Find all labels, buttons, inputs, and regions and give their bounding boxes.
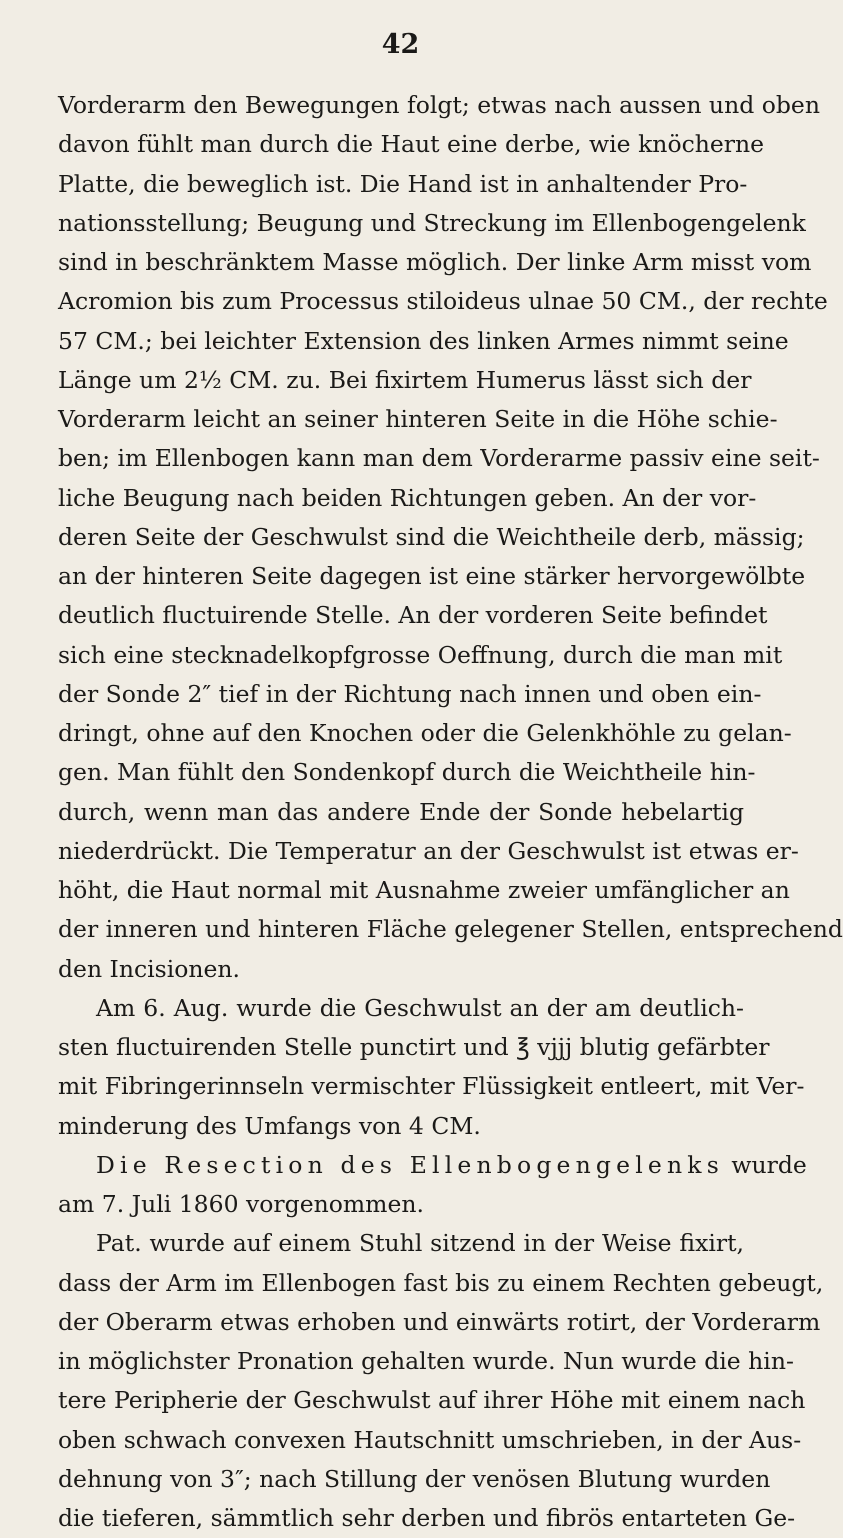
- heading-continuation: wurde: [731, 1150, 807, 1179]
- text-line: davon fühlt man durch die Haut eine derbe, wie knöcherne: [58, 130, 765, 159]
- text-line: Länge um 2½ CM. zu. Bei fixirtem Humerus lässt sich der: [58, 365, 752, 394]
- text-line-heading: [58, 1146, 807, 1185]
- text-line: Pat. wurde auf einem Stuhl sitzend in der Weise fixirt,: [96, 1229, 744, 1258]
- text-line: Platte, die beweglich ist. Die Hand ist in anhaltender Pro-: [58, 169, 748, 198]
- text-line: ben; im Ellenbogen kann man dem Vorderarme passiv eine seit-: [58, 444, 820, 473]
- body-text: [58, 86, 843, 1538]
- text-line: der Sonde 2″ tief in der Richtung nach innen und oben ein-: [58, 679, 762, 708]
- text-line: dass der Arm im Ellenbogen fast bis zu einem Rechten gebeugt,: [58, 1268, 824, 1297]
- text-line: Vorderarm den Bewegungen folgt; etwas nach aussen und oben: [58, 91, 820, 119]
- text-line: sich eine stecknadelkopfgrosse Oeffnung, durch die man mit: [58, 640, 783, 669]
- text-line: den Incisionen.: [58, 954, 241, 983]
- text-line: deren Seite der Geschwulst sind die Weichtheile derb, mässig;: [58, 522, 805, 551]
- text-line: sten fluctuirenden Stelle punctirt und ℥ vjjj blutig gefärbter: [58, 1033, 770, 1061]
- text-line: deutlich fluctuirende Stelle. An der vorderen Seite befindet: [58, 601, 768, 630]
- text-line: die tieferen, sämmtlich sehr derben und fibrös entarteten Ge-: [58, 1504, 796, 1532]
- text-line: Am 6. Aug. wurde die Geschwulst an der am deutlich-: [96, 993, 744, 1022]
- text-line: dehnung von 3″; nach Stillung der venösen Blutung wurden: [58, 1464, 771, 1493]
- text-line: nationsstellung; Beugung und Streckung im Ellenbogengelenk: [58, 208, 806, 237]
- text-line: Acromion bis zum Processus stiloideus ulnae 50 CM., der rechte: [58, 287, 828, 316]
- text-line: dringt, ohne auf den Knochen oder die Gelenkhöhle zu gelan-: [58, 719, 792, 747]
- text-line: am 7. Juli 1860 vorgenommen.: [58, 1190, 424, 1218]
- text-line: gen. Man fühlt den Sondenkopf durch die Weichtheile hin-: [58, 758, 756, 787]
- text-line: höht, die Haut normal mit Ausnahme zweier umfänglicher an: [58, 876, 790, 904]
- section-heading: Die Resection des Ellenbogengelenks: [96, 1150, 724, 1179]
- text-line: liche Beugung nach beiden Richtungen geben. An der vor-: [58, 483, 757, 512]
- text-line: tere Peripherie der Geschwulst auf ihrer Höhe mit einem nach: [58, 1386, 806, 1415]
- text-line: an der hinteren Seite dagegen ist eine stärker hervorgewölbte: [58, 562, 806, 590]
- page-number: 42: [381, 29, 420, 60]
- text-line: der inneren und hinteren Fläche gelegener Stellen, entsprechend: [58, 915, 843, 944]
- text-line: durch, wenn man das andere Ende der Sonde hebelartig: [58, 797, 744, 826]
- text-line: sind in beschränktem Masse möglich. Der linke Arm misst vom: [58, 248, 812, 276]
- text-line: der Oberarm etwas erhoben und einwärts rotirt, der Vorderarm: [58, 1307, 821, 1336]
- text-line: in möglichster Pronation gehalten wurde. Nun wurde die hin-: [58, 1347, 794, 1375]
- text-line: Vorderarm leicht an seiner hinteren Seite in die Höhe schie-: [58, 405, 778, 433]
- text-line: 57 CM.; bei leichter Extension des linken Armes nimmt seine: [58, 326, 789, 355]
- text-line: oben schwach convexen Hautschnitt umschrieben, in der Aus-: [58, 1425, 802, 1454]
- text-line: minderung des Umfangs von 4 CM.: [58, 1111, 481, 1140]
- text-line: niederdrückt. Die Temperatur an der Geschwulst ist etwas er-: [58, 836, 799, 865]
- text-line: mit Fibringerinnseln vermischter Flüssigkeit entleert, mit Ver-: [58, 1072, 805, 1101]
